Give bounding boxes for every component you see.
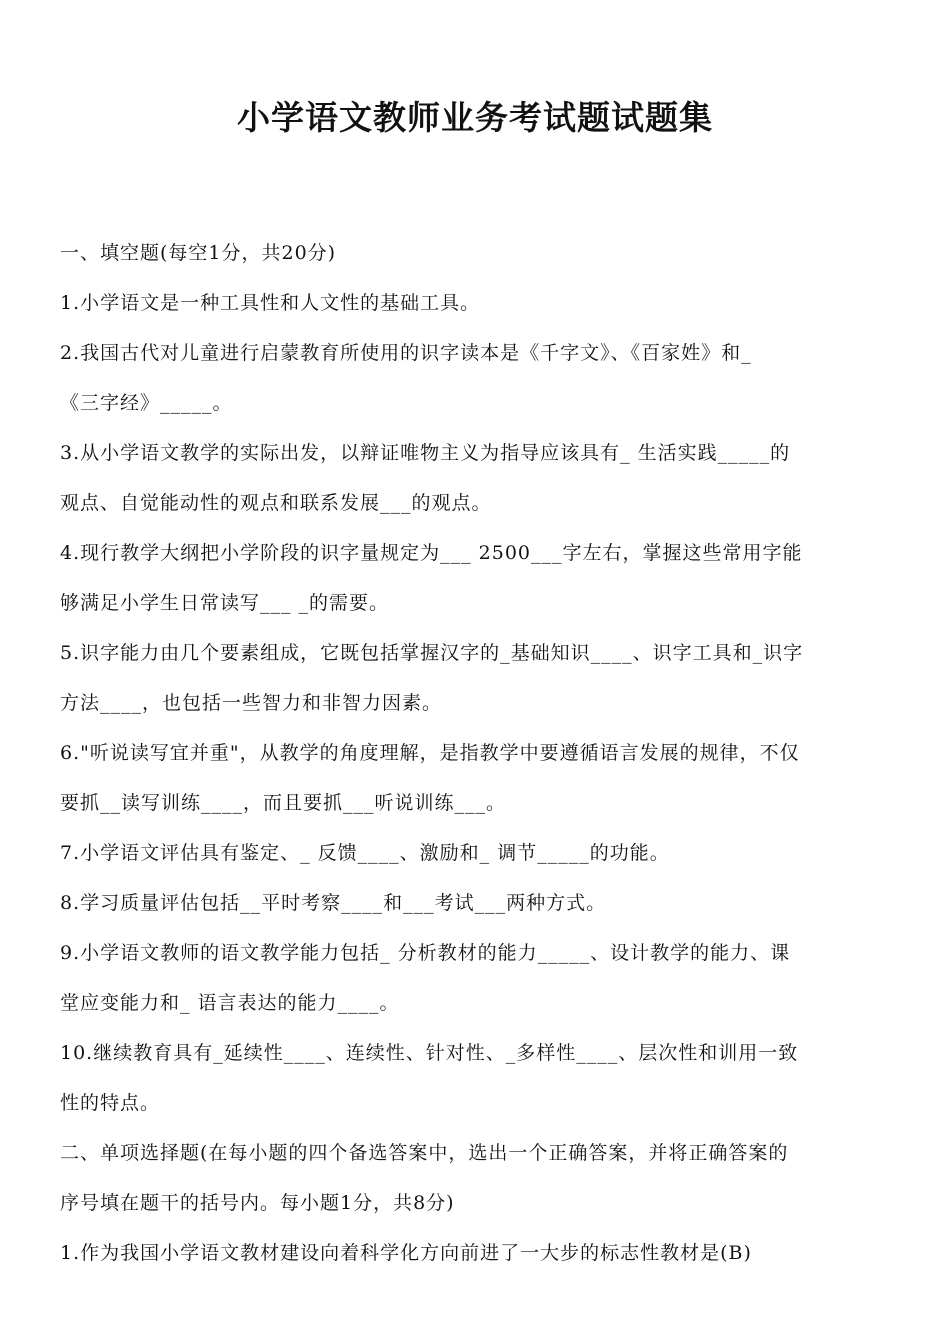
question-line: 《三字经》_____。 (60, 392, 233, 414)
document-title: 小学语文教师业务考试题试题集 (237, 98, 713, 137)
section-heading-line: 序号填在题干的括号内。每小题1分，共8分) (60, 1192, 455, 1214)
question-line: 1.小学语文是一种工具性和人文性的基础工具。 (60, 292, 481, 314)
document-body (60, 228, 895, 1278)
question-line: 1.作为我国小学语文教材建设向着科学化方向前进了一大步的标志性教材是(B) (60, 1242, 752, 1264)
question-line: 3.从小学语文教学的实际出发，以辩证唯物主义为指导应该具有_ 生活实践_____的 (60, 442, 791, 464)
question-line: 要抓__读写训练____，而且要抓___听说训练___。 (60, 792, 507, 814)
question-line: 2.我国古代对儿童进行启蒙教育所使用的识字读本是《千字文》、《百家姓》和_ (60, 342, 752, 364)
section-heading-single-choice: 二、单项选择题(在每小题的四个备选答案中，选出一个正确答案，并将正确答案的 (60, 1142, 789, 1164)
question-line: 方法____，也包括一些智力和非智力因素。 (60, 692, 443, 714)
question-line: 10.继续教育具有_延续性____、连续性、针对性、_多样性____、层次性和训用一致 (60, 1042, 799, 1064)
section-heading-fill-in: 一、填空题(每空1分，共20分) (60, 242, 337, 264)
question-line: 观点、自觉能动性的观点和联系发展___的观点。 (60, 492, 492, 514)
question-line: 9.小学语文教师的语文教学能力包括_ 分析教材的能力_____、设计教学的能力、课 (60, 942, 791, 964)
question-line: 4.现行教学大纲把小学阶段的识字量规定为___ 2500___字左右，掌握这些常用字能 (60, 542, 803, 564)
question-line: 性的特点。 (60, 1092, 161, 1114)
question-line: 够满足小学生日常读写___ _的需要。 (60, 592, 390, 614)
question-line: 8.学习质量评估包括__平时考察____和___考试___两种方式。 (60, 892, 607, 914)
question-line: 6."听说读写宜并重"，从教学的角度理解，是指教学中要遵循语言发展的规律，不仅 (60, 742, 800, 764)
question-line: 7.小学语文评估具有鉴定、_ 反馈____、激励和_ 调节_____的功能。 (60, 842, 670, 864)
question-line: 5.识字能力由几个要素组成，它既包括掌握汉字的_基础知识____、识字工具和_识字 (60, 642, 804, 664)
question-line: 堂应变能力和_ 语言表达的能力____。 (60, 992, 400, 1014)
